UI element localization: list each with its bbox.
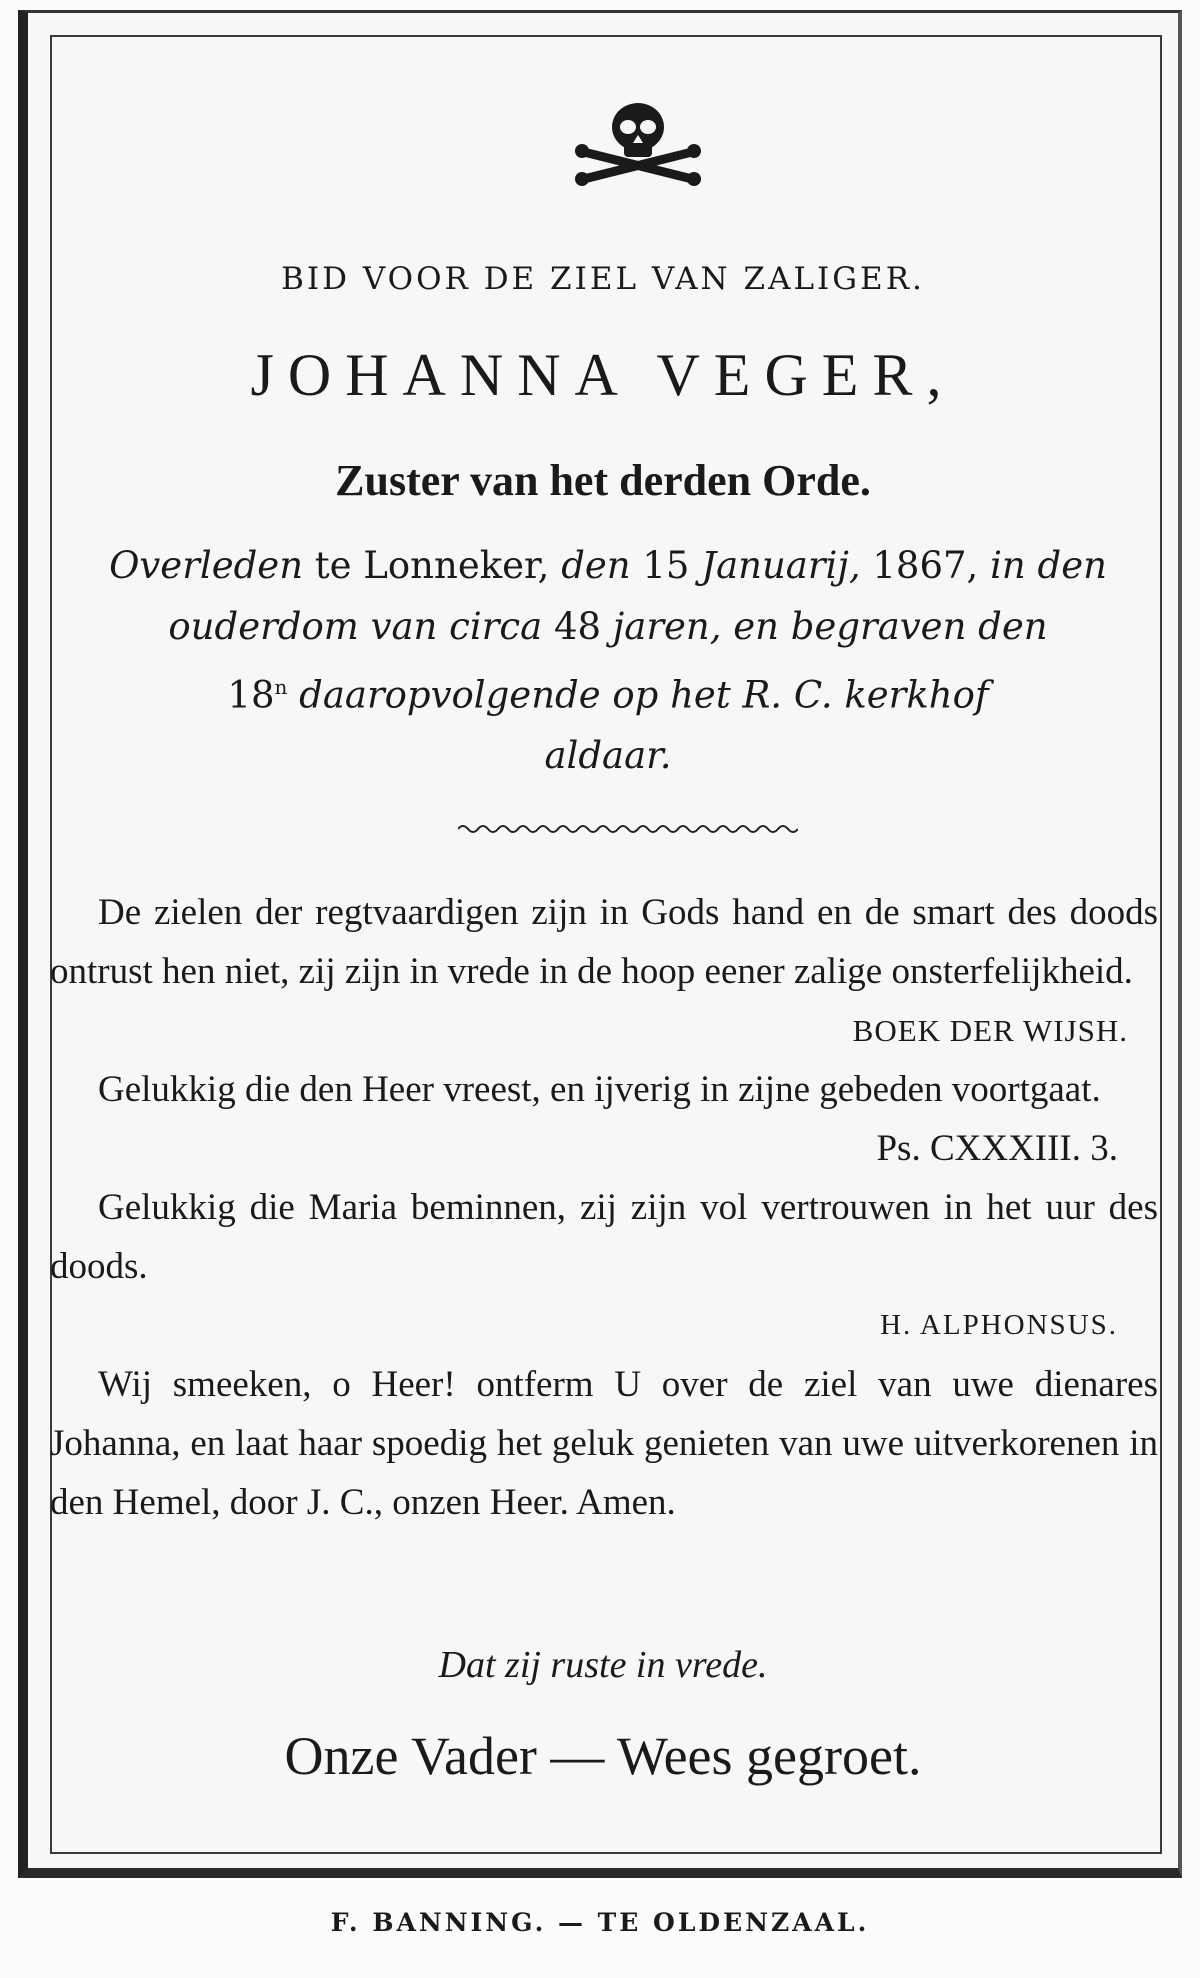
closing-prayer: Onze Vader — Wees gegroet. xyxy=(284,1726,922,1786)
death-month: Januarij, xyxy=(701,544,861,587)
deceased-name: JOHANNA VEGER, xyxy=(250,342,956,408)
memorial-card xyxy=(18,10,1182,1878)
burial-day: 18 xyxy=(227,673,275,717)
burial-place: daaropvolgende op het R. C. kerkhof xyxy=(299,673,989,717)
quote-source: BOEK DER WIJSH. xyxy=(852,1013,1128,1048)
death-word: den xyxy=(561,544,631,587)
death-word: in den xyxy=(990,544,1107,587)
death-year: 1867, xyxy=(872,544,979,587)
quote-alphonsus: Gelukkig die Maria beminnen, zij zijn vol vertrouwen in het uur des doods. xyxy=(50,1187,1158,1287)
death-place: te Lonneker, xyxy=(314,544,550,587)
death-day: 15 xyxy=(642,544,690,587)
skull-crossbones-icon xyxy=(568,83,708,203)
death-notice xyxy=(50,535,1166,786)
printer-imprint: F. BANNING. — TE OLDENZAAL. xyxy=(330,1908,870,1937)
card-body xyxy=(50,883,1158,1532)
burial-word: aldaar. xyxy=(544,734,672,778)
rest-in-peace: Dat zij ruste in vrede. xyxy=(438,1644,768,1686)
religious-order: Zuster van het derden Orde. xyxy=(335,456,871,505)
quote-psalm: Gelukkig die den Heer vreest, en ijverig in zijne gebeden voortgaat. xyxy=(98,1069,1101,1110)
alphonsus-reference: H. ALPHONSUS. xyxy=(880,1309,1118,1341)
wavy-divider xyxy=(458,821,798,837)
quote-wisdom: De zielen der regtvaardigen zijn in Gods hand en de smart des doods ontrust hen niet, zij zijn in vrede in de hoop eener zalige onsterfelijkheid. xyxy=(50,892,1158,992)
death-age: 48 xyxy=(553,605,602,648)
death-word: ouderdom van circa xyxy=(168,605,543,648)
psalm-reference: Ps. CXXXIII. 3. xyxy=(876,1128,1118,1169)
invitation-line: BID VOOR DE ZIEL VAN ZALIGER. xyxy=(281,261,925,297)
death-word: jaren, en begraven den xyxy=(612,605,1048,648)
burial-day-suffix: n xyxy=(274,675,288,699)
prayer-paragraph: Wij smeeken, o Heer! ontferm U over de ziel van uwe dienares Johanna, en laat haar spoedig het geluk genieten van uwe uitverkorenen in den Hemel, door J. C., onzen Heer. Amen. xyxy=(50,1364,1158,1523)
death-word: Overleden xyxy=(109,544,304,587)
